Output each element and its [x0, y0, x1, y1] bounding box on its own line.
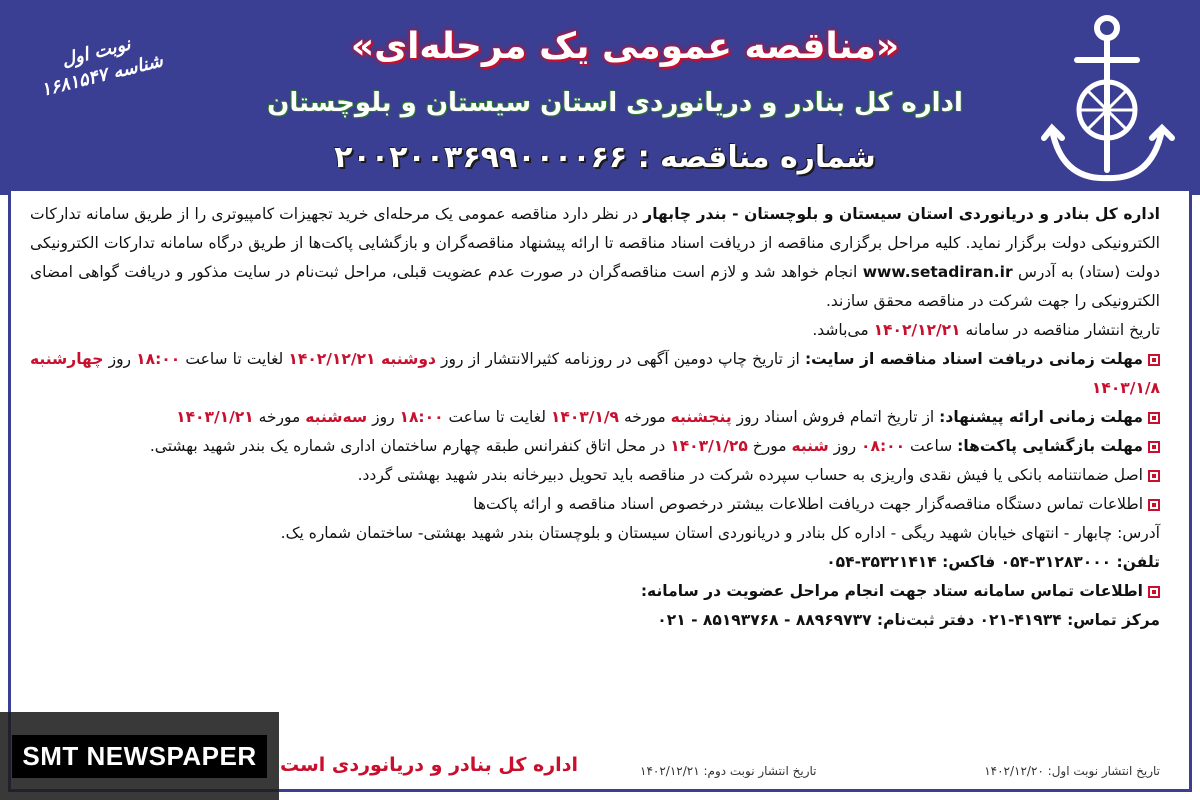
second-publication-date: تاریخ انتشار نوبت دوم: ۱۴۰۲/۱۲/۲۱: [640, 764, 817, 778]
contact-info-line: [30, 490, 1160, 519]
setad-contact-line: مرکز تماس: ۴۱۹۳۴-۰۲۱ دفتر ثبت‌نام: ۸۸۹۶۹۷۳۷ - ۸۵۱۹۳۷۶۸ - ۰۲۱: [657, 611, 1160, 629]
intro-paragraph: [30, 200, 1160, 316]
website-link[interactable]: www.setadiran.ir: [862, 263, 1013, 281]
bullet-icon: [1148, 499, 1160, 511]
publish-date-line: [30, 316, 1160, 345]
bullet-icon: [1148, 441, 1160, 453]
intro-bold: اداره کل بنادر و دریانوردی استان سیستان و بلوچستان - بندر چابهار: [643, 205, 1160, 223]
bullet-icon: [1148, 470, 1160, 482]
offer-label: مهلت زمانی ارائه پیشنهاد:: [939, 408, 1143, 426]
doc-time: ۱۸:۰۰: [136, 350, 181, 368]
offer-text-4: روز: [367, 408, 400, 426]
publish-date: ۱۴۰۲/۱۲/۲۱: [873, 321, 961, 339]
offer-text-3: لغایت تا ساعت: [443, 408, 551, 426]
offer-time: ۱۸:۰۰: [399, 408, 444, 426]
offer-text-2: مورخه: [619, 408, 671, 426]
open-text-4: در محل اتاق کنفرانس طبقه چهارم ساختمان اداری شماره یک بندر شهید بهشتی.: [149, 437, 671, 455]
page-title: «مناقصه عمومی یک مرحله‌ای»: [350, 26, 900, 67]
footer-organization: اداره کل بنادر و دریانوردی است: [280, 754, 578, 776]
offer-date-1: ۱۴۰۳/۱/۹: [550, 408, 620, 426]
opening-deadline: [30, 432, 1160, 461]
bullet-icon: [1148, 354, 1160, 366]
doc-text-1: از تاریخ چاپ دومین آگهی در روزنامه کثیرالانتشار از روز: [435, 350, 805, 368]
open-date: ۱۴۰۳/۱/۲۵: [670, 437, 748, 455]
open-text-1: ساعت: [905, 437, 958, 455]
intro-text: در نظر دارد مناقصه عمومی یک مرحله‌ای خرید تجهیزات کامپیوتری را از طریق سامانه تدارکات الکترونیکی دولت برگزار نماید. کلیه مراحل برگزاری مناقصه از دریافت اسناد مناقصه تا ارائه پیشنهاد مناقصه‌گران و بازگشایی پاکت‌ها از طریق درگاه سامانه تدارکات الکترونیکی دولت (ستاد) به آدرس: [30, 205, 1160, 281]
guarantee-line: [30, 461, 1160, 490]
publish-suffix: می‌باشد.: [812, 321, 874, 339]
setad-info-line: [30, 577, 1160, 606]
doc-day-1: دوشنبه ۱۴۰۲/۱۲/۲۱: [288, 350, 436, 368]
stamp-line-1: نوبت اول: [59, 33, 133, 72]
open-time: ۰۸:۰۰: [861, 437, 906, 455]
publish-prefix: تاریخ انتشار مناقصه در سامانه: [960, 321, 1160, 339]
phone-line: تلفن: ۳۱۲۸۳۰۰۰-۰۵۴ فاکس: ۳۵۳۲۱۴۱۴-۰۵۴: [826, 553, 1160, 571]
watermark-text: SMT NEWSPAPER: [12, 735, 266, 778]
offer-day-1: پنجشنبه: [670, 408, 732, 426]
open-text-2: روز: [828, 437, 862, 455]
watermark: [0, 712, 279, 800]
offer-text-5: مورخه: [253, 408, 306, 426]
doc-deadline: [30, 345, 1160, 403]
bullet-icon: [1148, 412, 1160, 424]
advertisement-body: [30, 200, 1160, 635]
doc-text-3: روز: [103, 350, 137, 368]
first-publication-date: تاریخ انتشار نوبت اول: ۱۴۰۲/۱۲/۲۰: [984, 764, 1160, 778]
offer-deadline: [30, 403, 1160, 432]
offer-text-1: از تاریخ اتمام فروش اسناد روز: [731, 408, 940, 426]
open-label: مهلت بازگشایی پاکت‌ها:: [957, 437, 1143, 455]
address-line: آدرس: چابهار - انتهای خیابان شهید ریگی - اداره کل بنادر و دریانوردی استان سیستان و بلوچستان بندر شهید بهشتی- ساختمان شماره یک.: [280, 524, 1160, 542]
publication-dates: [640, 764, 1160, 778]
open-day: شنبه: [791, 437, 829, 455]
doc-day-2: چهارشنبه ۱۴۰۳/۱/۸: [30, 350, 1160, 397]
contact-info-text: اطلاعات تماس دستگاه مناقصه‌گزار جهت دریافت اطلاعات بیشتر درخصوص اسناد مناقصه و ارائه پاکت‌ها: [473, 495, 1143, 513]
guarantee-text: اصل ضمانتنامه بانکی یا فیش نقدی واریزی به حساب سپرده شرکت در مناقصه باید تحویل دبیرخانه بندر شهید بهشتی گردد.: [357, 466, 1143, 484]
anchor-logo-icon: [1022, 0, 1192, 195]
offer-date-2: ۱۴۰۳/۱/۲۱: [176, 408, 254, 426]
stamp-line-2: شناسه ۱۶۸۱۵۴۷: [38, 50, 165, 101]
tender-number: شماره مناقصه : ۲۰۰۲۰۰۳۶۹۹۰۰۰۰۶۶: [334, 140, 876, 175]
setad-info-text: اطلاعات تماس سامانه ستاد جهت انجام مراحل عضویت در سامانه:: [640, 582, 1143, 600]
doc-label: مهلت زمانی دریافت اسناد مناقصه از سایت:: [804, 350, 1143, 368]
organization-subtitle: اداره کل بنادر و دریانوردی استان سیستان و بلوچستان: [267, 88, 963, 118]
intro-text-2: انجام خواهد شد و لازم است مناقصه‌گران در صورت عدم عضویت قبلی، مراحل ثبت‌نام در سایت مذکور و دریافت گواهی امضای الکترونیکی را جهت شرکت در مناقصه محقق سازند.: [30, 263, 1160, 310]
offer-day-2: سه‌شنبه: [305, 408, 368, 426]
open-text-3: مورخ: [747, 437, 792, 455]
bullet-icon: [1148, 586, 1160, 598]
doc-text-2: لغایت تا ساعت: [180, 350, 289, 368]
